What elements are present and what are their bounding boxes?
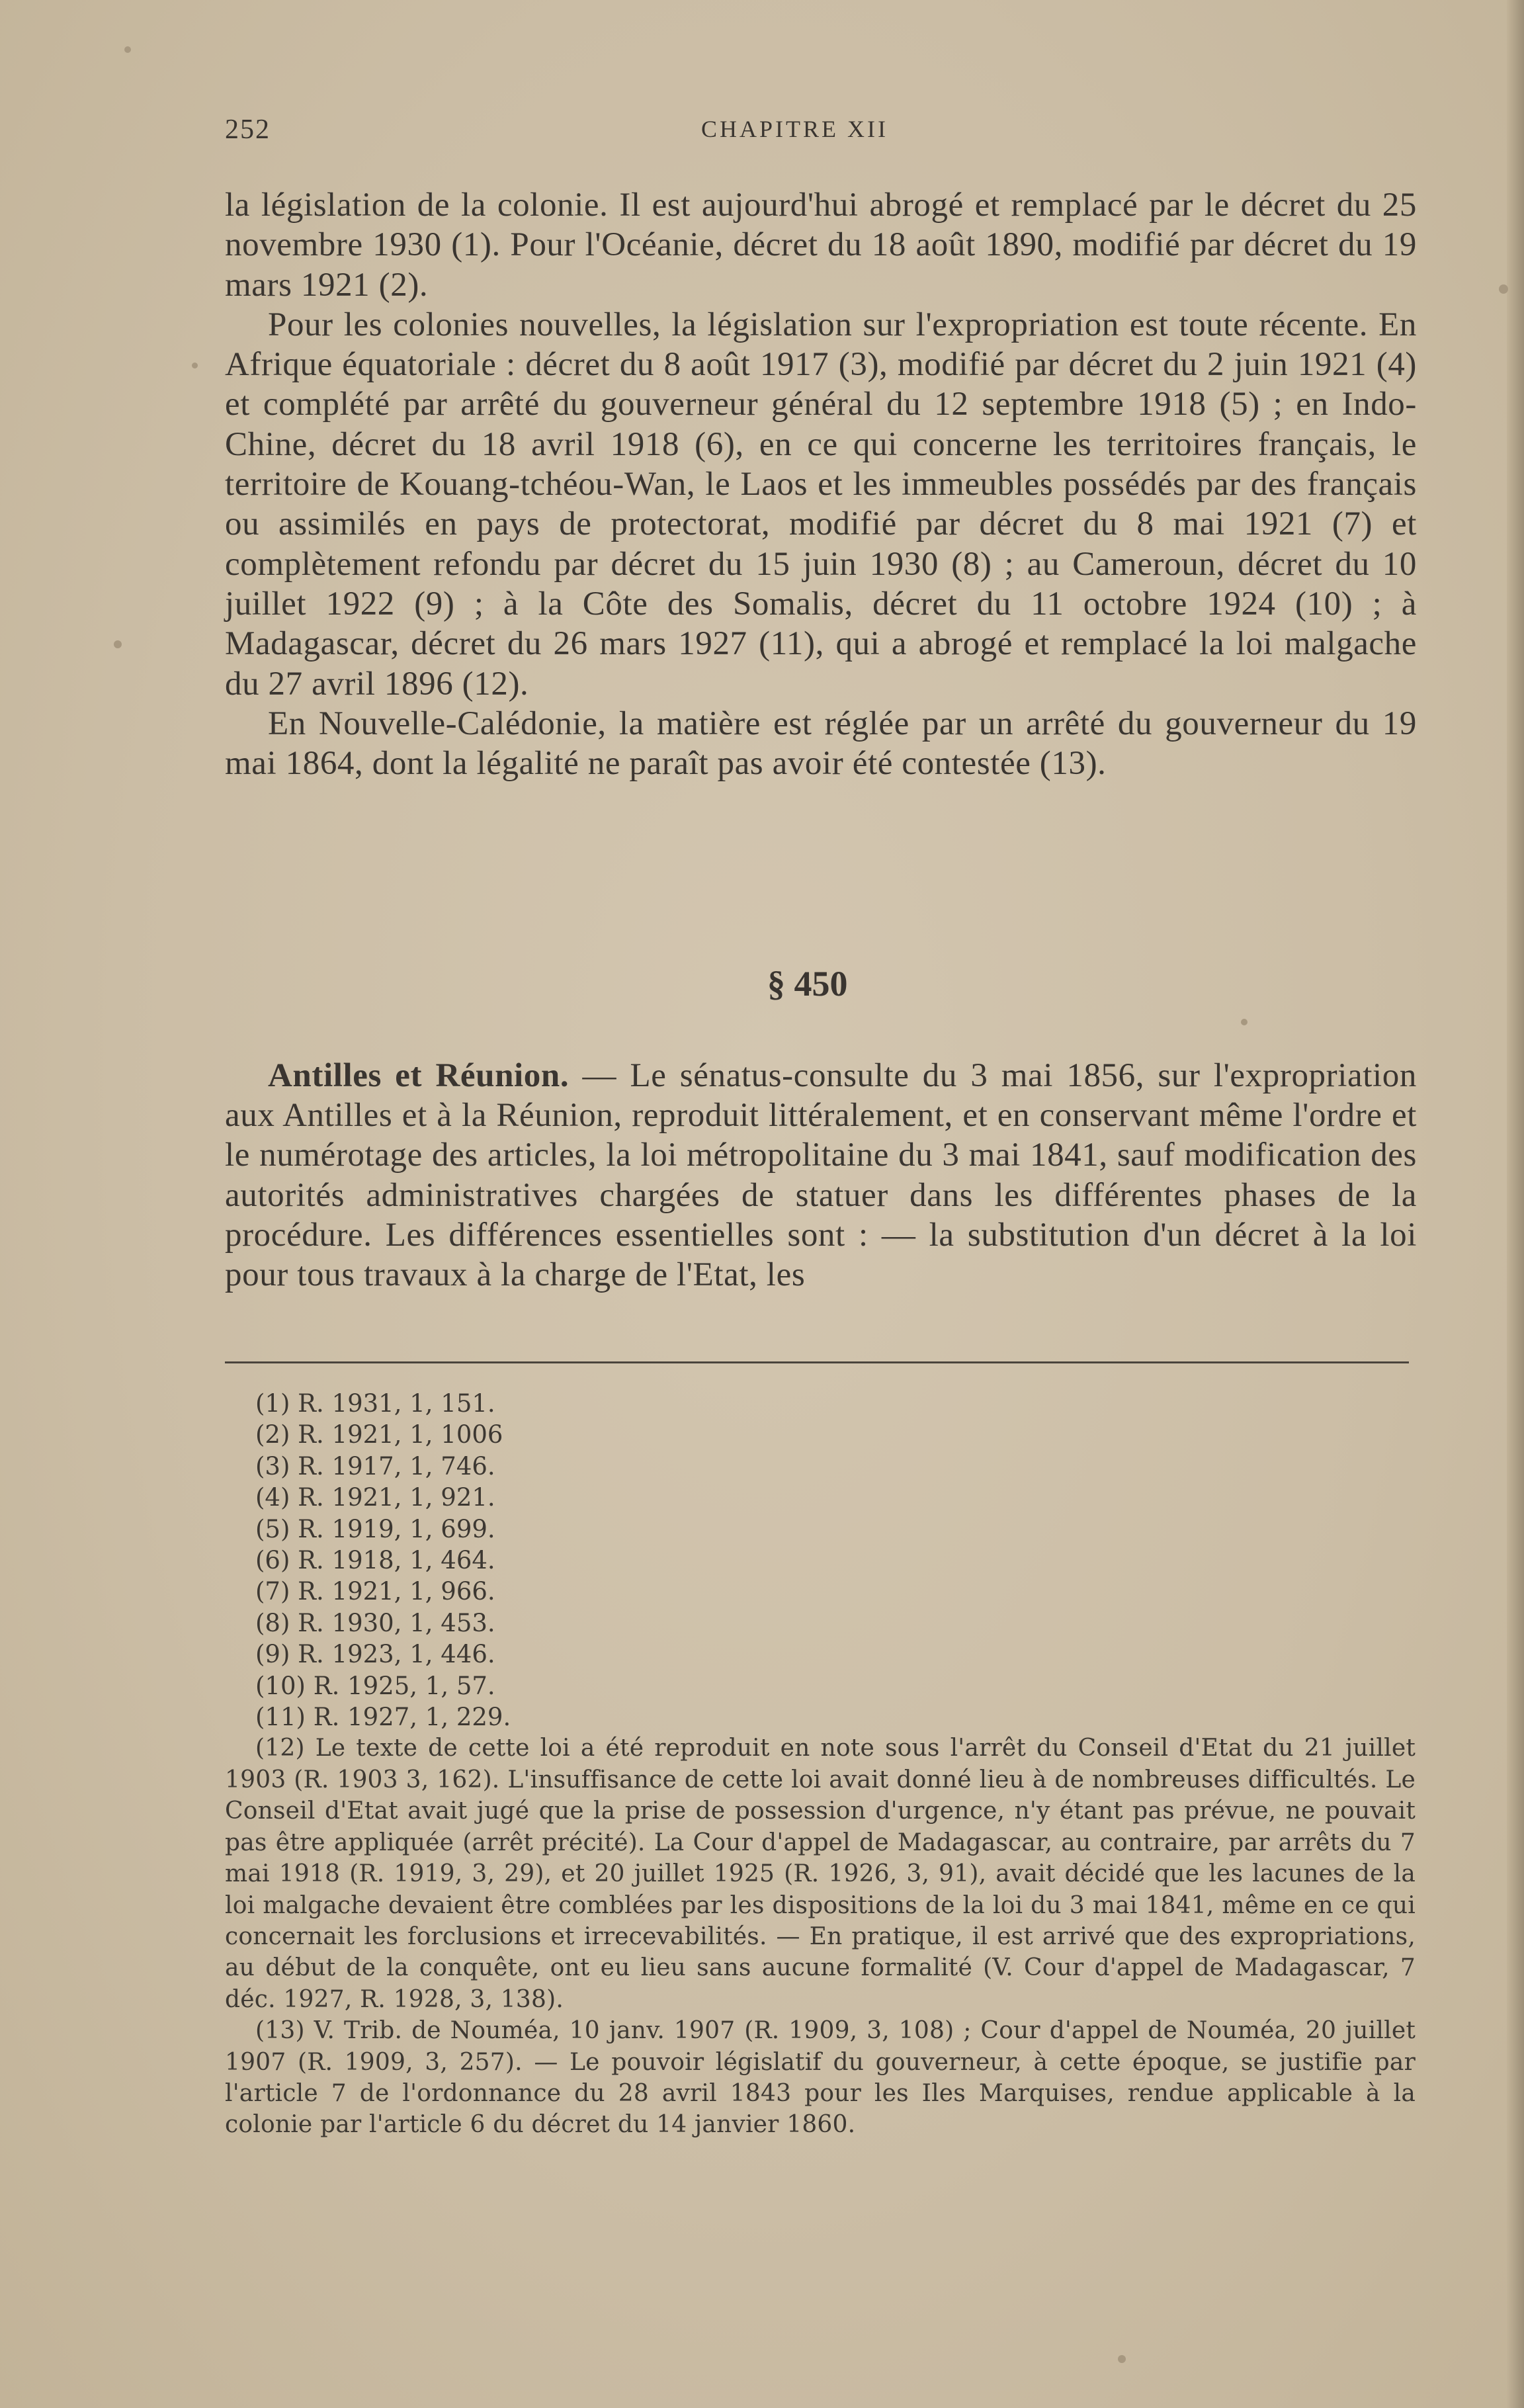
paper-speck bbox=[1118, 2355, 1126, 2363]
footnote: (13) V. Trib. de Nouméa, 10 janv. 1907 (R. 1909, 3, 108) ; Cour d'appel de Nouméa, 20 juillet 1907 (R. 1909, 3, 257). — Le pouvoir législatif du gouverneur, à cette époque, se justifie par l'article 7 de l'ordonnance du 28 avril 1843 pour les Iles Marquises, rendue applicable à la colonie par l'article 6 du décret du 14 janvier 1860. bbox=[225, 2017, 1416, 2139]
footnote: (11) R. 1927, 1, 229. bbox=[255, 1703, 511, 1732]
page-number: 252 bbox=[225, 114, 271, 145]
paper-speck bbox=[114, 640, 122, 648]
footnote: (12) Le texte de cette loi a été reproduit en note sous l'arrêt du Conseil d'Etat du 21 juillet 1903 (R. 1903 3, 162). L'insuffisance de cette loi avait donné lieu à de nombreuses difficultés. Le Conseil d'Etat avait jugé que la prise de possession d'urgence, n'y étant pas prévue, ne pouvait pas être appliquée (arrêt précité). La Cour d'appel de Madagascar, au contraire, par arrêts du 7 mai 1918 (R. 1919, 3, 29), et 20 juillet 1925 (R. 1926, 3, 91), avait décidé que les lacunes de la loi malgache devaient être comblées par les dispositions de la loi du 3 mai 1841, même en ce qui concernait les forclusions et irrecevabilités. — En pratique, il est arrivé que des expropriations, au début de la conquête, ont eu lieu sans aucune formalité (V. Cour d'appel de Madagascar, 7 déc. 1927, R. 1928, 3, 138). bbox=[225, 1735, 1416, 2013]
page-header bbox=[225, 114, 1416, 153]
section-lead: Antilles et Réunion. bbox=[268, 1057, 570, 1094]
paper-speck bbox=[192, 363, 198, 368]
page-edge-shadow bbox=[1507, 0, 1524, 2408]
section-body: — Le sénatus-consulte du 3 mai 1856, sur l'expropriation aux Antilles et à la Réunion, reproduit littéralement, et en conservant même l'ordre et le numérotage des articles, la loi métropolitaine du 3 mai 1841, sauf modification des autorités administratives chargées de statuer dans les différentes phases de la procédure. Les différences essentielles sont : — la substitution d'un décret à la loi pour tous travaux à la charge de l'Etat, les bbox=[225, 1057, 1417, 1294]
footnote-divider bbox=[225, 1361, 1409, 1363]
footnote: (7) R. 1921, 1, 966. bbox=[255, 1577, 495, 1606]
paper-speck bbox=[1499, 284, 1508, 294]
paper-speck bbox=[124, 46, 131, 53]
footnote: (6) R. 1918, 1, 464. bbox=[255, 1546, 495, 1575]
paragraph bbox=[225, 1056, 1417, 1295]
section-heading: § 450 bbox=[767, 964, 848, 1004]
footnote: (5) R. 1919, 1, 699. bbox=[255, 1514, 495, 1543]
running-head: CHAPITRE XII bbox=[701, 116, 888, 142]
footnote: (9) R. 1923, 1, 446. bbox=[255, 1640, 495, 1669]
paragraph: Pour les colonies nouvelles, la législation sur l'expropriation est toute récente. En Afrique équatoriale : décret du 8 août 1917 (3), modifié par décret du 2 juin 1921 (4) et complété par arrêté du gouverneur général du 12 septembre 1918 (5) ; en Indo-Chine, décret du 18 avril 1918 (6), en ce qui concerne les territoires français, le territoire de Kouang-tchéou-Wan, le Laos et les immeubles possédés par des français ou assimilés en pays de protectorat, modifié par décret du 8 mai 1921 (7) et complètement refondu par décret du 15 juin 1930 (8) ; au Cameroun, décret du 10 juillet 1922 (9) ; à la Côte des Somalis, décret du 11 octobre 1924 (10) ; à Madagascar, décret du 26 mars 1927 (11), qui a abrogé et remplacé la loi malgache du 27 avril 1896 (12). bbox=[225, 306, 1417, 703]
footnote: (4) R. 1921, 1, 921. bbox=[255, 1483, 495, 1512]
footnote: (3) R. 1917, 1, 746. bbox=[255, 1451, 495, 1481]
section-text bbox=[225, 1056, 1417, 1295]
paragraph: la législation de la colonie. Il est aujourd'hui abrogé et remplacé par le décret du 25 novembre 1930 (1). Pour l'Océanie, décret du 18 août 1890, modifié par décret du 19 mars 1921 (2). bbox=[225, 187, 1417, 304]
paragraph: En Nouvelle-Calédonie, la matière est réglée par un arrêté du gouverneur du 19 mai 1864, dont la légalité ne paraît pas avoir été contestée (13). bbox=[225, 705, 1417, 783]
footnote: (1) R. 1931, 1, 151. bbox=[255, 1389, 495, 1418]
paper-speck bbox=[1241, 1019, 1248, 1025]
footnote: (10) R. 1925, 1, 57. bbox=[255, 1671, 495, 1700]
footnote: (2) R. 1921, 1, 1006 bbox=[255, 1420, 503, 1449]
main-text bbox=[225, 185, 1417, 783]
footnote: (8) R. 1930, 1, 453. bbox=[255, 1608, 495, 1637]
footnotes bbox=[225, 1388, 1416, 2141]
